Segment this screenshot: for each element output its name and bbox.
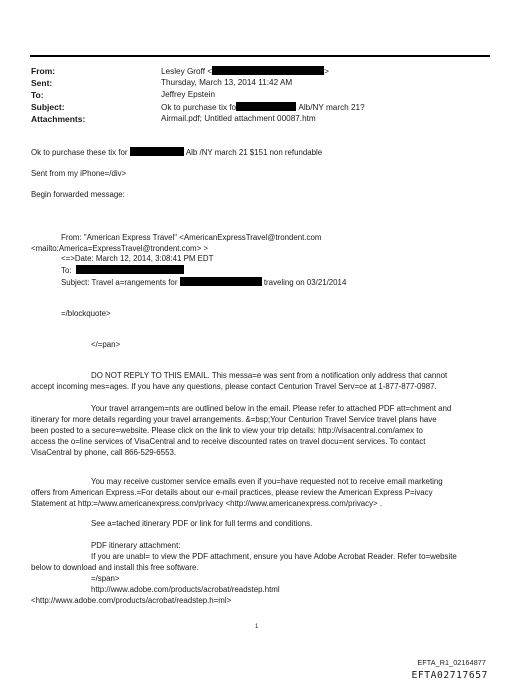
subject-label: Subject: <box>31 102 65 112</box>
fwd-subject-prefix: Subject: Travel a=rangements for <box>61 278 178 287</box>
efta-small-id: EFTA_R1_02164877 <box>417 658 486 667</box>
redaction-block <box>212 66 324 75</box>
pdf-instructions-1: If you are unabl= to view the PDF attachment, ensure you have Adobe Acrobat Reader. Refer to=website <box>91 552 457 561</box>
body-line-1-prefix: Ok to purchase these tix for <box>31 148 128 157</box>
blockquote-close: =/blockquote> <box>61 309 111 318</box>
para-privacy-3: Statement at http:=/www.americanexpress.com/privacy <http://www.americanexpress.com/privacy> . <box>31 499 383 508</box>
from-name: Lesley Groff < <box>161 67 213 76</box>
redaction-block <box>130 147 184 156</box>
header-rule <box>30 55 490 57</box>
para-travel-4: access the o=line services of VisaCentral and to receive discounted rates on travel docu=ent services. To contact <box>31 437 426 446</box>
begin-forwarded: Begin forwarded message: <box>31 190 125 199</box>
para-noreply-2: accept incoming mes=ages. If you have any questions, please contact Centurion Travel Serv=ce at 1-877-877-0987. <box>31 382 437 391</box>
adobe-link-2: <http://www.adobe.com/products/acrobat/readstep.h=ml> <box>31 596 232 605</box>
to-label: To: <box>31 90 44 100</box>
attachments-value: Airmail.pdf; Untitled attachment 00087.htm <box>161 114 316 123</box>
fwd-from: From: "American Express Travel" <AmericanExpressTravel@trondent.com <box>61 233 322 242</box>
fwd-to <box>61 265 184 277</box>
from-value <box>161 66 329 76</box>
para-privacy-2: offers from American Express.=For details about our e-mail practices, please review the American Express P=ivacy <box>31 488 433 497</box>
para-privacy-1: You may receive customer service emails even if you=have requested not to receive email marketing <box>91 477 443 486</box>
body-line-1-suffix: Alb /NY march 21 $151 non refundable <box>185 148 323 157</box>
redaction-block <box>180 277 262 286</box>
para-travel-5: VisaCentral by phone, call 866-529-6553. <box>31 448 177 457</box>
para-travel-3: been posted to a secure=website. Please click on the link to view your trip details: http://visacentral.com/amex to <box>31 426 423 435</box>
para-travel-1: Your travel arrangem=nts are outlined below in the email. Please refer to attached PDF att=chment and <box>91 404 452 413</box>
page-number: 1 <box>255 624 259 630</box>
from-label: From: <box>31 66 56 76</box>
subject-value <box>161 102 365 112</box>
subject-suffix: Alb/NY march 21? <box>298 103 365 112</box>
subject-prefix: Ok to purchase tix fo <box>161 103 237 112</box>
sent-label: Sent: <box>31 78 53 88</box>
span-close: </=pan> <box>91 340 121 349</box>
pdf-instructions-2: below to download and install this free software. <box>31 563 199 572</box>
redaction-block <box>236 102 296 111</box>
sent-from-line: Sent from my iPhone=/div> <box>31 169 127 178</box>
attachments-label: Attachments: <box>31 114 86 124</box>
para-travel-2: itinerary for more details regarding your travel arrangements. &=bsp;Your Centurion Travel Service travel plans have <box>31 415 437 424</box>
span-close-2: =/span> <box>91 574 120 583</box>
adobe-link-1: http://www.adobe.com/products/acrobat/readstep.html <box>91 585 280 594</box>
fwd-subject-suffix: traveling on 03/21/2014 <box>263 278 347 287</box>
efta-large-id: EFTA02717657 <box>411 670 488 681</box>
para-terms: See a=tached itinerary PDF or link for full terms and conditions. <box>91 519 313 528</box>
from-suffix: > <box>324 67 329 76</box>
sent-value: Thursday, March 13, 2014 11:42 AM <box>161 78 293 87</box>
body-line-1 <box>31 147 322 159</box>
fwd-date: <=>Date: March 12, 2014, 3:08:41 PM EDT <box>61 254 214 263</box>
fwd-to-label: To: <box>61 266 72 275</box>
pdf-attachment-heading: PDF itinerary attachment: <box>91 541 181 550</box>
redaction-block <box>76 265 184 274</box>
fwd-mailto: <mailto:America=ExpressTravel@trondent.com> > <box>31 244 208 253</box>
fwd-subject <box>61 277 346 289</box>
to-value: Jeffrey Epstein <box>161 90 216 99</box>
para-noreply-1: DO NOT REPLY TO THIS EMAIL. This messa=e was sent from a notification only address that cannot <box>91 371 448 380</box>
